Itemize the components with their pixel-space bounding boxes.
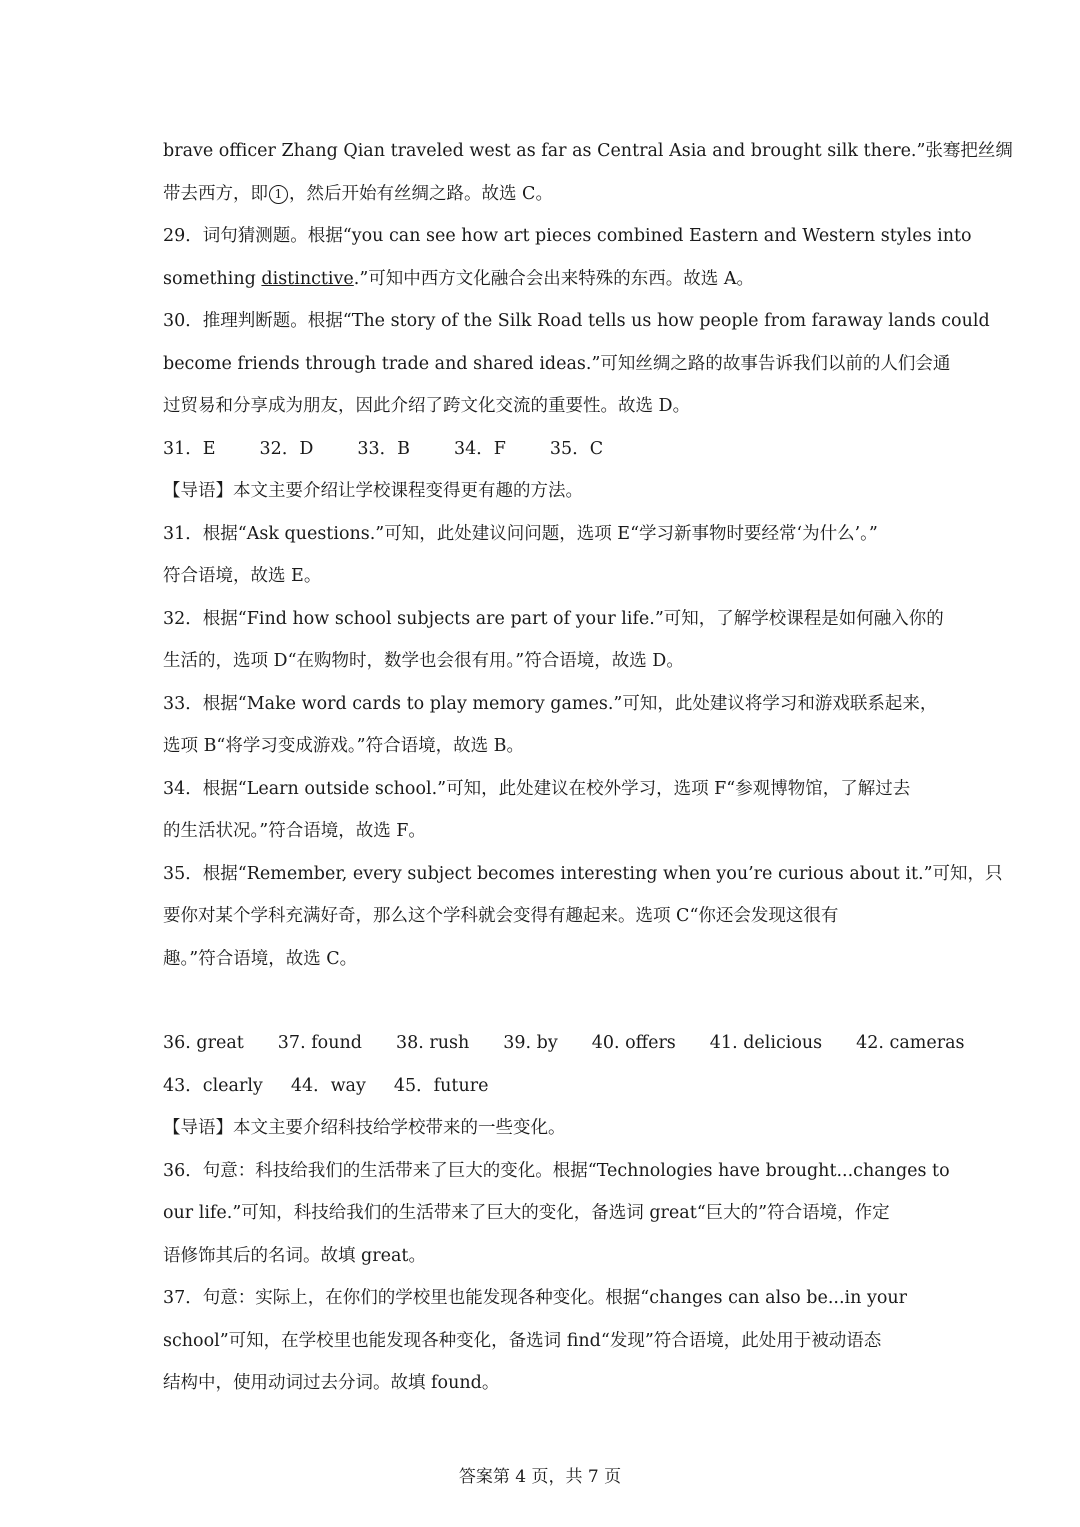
spacer (163, 980, 918, 1022)
answer-item: 38. rush (395, 1033, 470, 1053)
answer-key-36-42 (163, 1022, 965, 1065)
text-line: 【导语】本文主要介绍科技给学校带来的一些变化。 (163, 1118, 566, 1138)
text-line: 语修饰其后的名词。故填 great。 (163, 1245, 426, 1266)
answer-key-43-45 (163, 1065, 918, 1108)
text-line: 30．推理判断题。根据“The story of the Silk Road tells us how people from faraway lands could (163, 311, 990, 331)
text-line: our life.”可知，科技给我们的生活带来了巨大的变化，备选词 great“巨大的”符合语境，作定 (163, 1203, 890, 1223)
text-line: 生活的，选项 D“在购物时，数学也会很有用。”符合语境，故选 D。 (163, 651, 684, 671)
answer-item: 44．way (290, 1075, 366, 1096)
text-segment: .”可知中西方文化融合会出来特殊的东西。故选 A。 (353, 268, 754, 289)
answer-item: 36. great (163, 1033, 244, 1053)
text-line (163, 258, 918, 301)
text-line: 32．根据“Find how school subjects are part of your life.”可知，了解学校课程是如何融入你的 (163, 608, 944, 629)
answer-item: 31．E (163, 438, 216, 459)
answer-key-31-35 (163, 428, 918, 471)
text-line: 符合语境，故选 E。 (163, 566, 322, 586)
answer-item: 42. cameras (856, 1033, 965, 1053)
answer-item: 39. by (503, 1033, 558, 1053)
answer-item: 37. found (277, 1033, 362, 1053)
text-line: 选项 B“将学习变成游戏。”符合语境，故选 B。 (163, 736, 524, 756)
text-line: 31．根据“Ask questions.”可知，此处建议问问题，选项 E“学习新事物时要经常‘为什么’。” (163, 523, 878, 544)
answer-item: 35．C (549, 438, 604, 459)
text-line: 要你对某个学科充满好奇，那么这个学科就会变得有趣起来。选项 C“你还会发现这很有 (163, 906, 839, 926)
answer-item: 41. delicious (709, 1033, 823, 1053)
text-line: 29．词句猜测题。根据“you can see how art pieces combined Eastern and Western styles into (163, 226, 972, 246)
answer-item: 33．B (357, 438, 410, 459)
circled-number: 1 (269, 185, 288, 204)
text-line: 趣。”符合语境，故选 C。 (163, 948, 358, 969)
page-footer: 答案第 4 页，共 7 页 (458, 1467, 622, 1487)
text-line: 36．句意：科技给我们的生活带来了巨大的变化。根据“Technologies have brought...changes to (163, 1160, 950, 1181)
text-segment: something (163, 268, 262, 289)
answer-item: 34．F (454, 438, 506, 459)
answer-item: 45．future (393, 1075, 489, 1096)
text-line: 过贸易和分享成为朋友，因此介绍了跨文化交流的重要性。故选 D。 (163, 396, 691, 416)
text-segment: ，然后开始有丝绸之路。故选 C。 (289, 183, 553, 204)
text-line: 34．根据“Learn outside school.”可知，此处建议在校外学习，选项 F“参观博物馆，了解过去 (163, 778, 911, 799)
text-line: 结构中，使用动词过去分词。故填 found。 (163, 1373, 500, 1393)
text-line: 的生活状况。”符合语境，故选 F。 (163, 821, 426, 841)
answer-item: 40. offers (591, 1033, 676, 1053)
text-line: 33．根据“Make word cards to play memory games.”可知，此处建议将学习和游戏联系起来， (163, 693, 938, 714)
text-line (163, 173, 918, 216)
text-segment: 带去西方，即 (163, 183, 268, 204)
underlined-word: distinctive (261, 268, 354, 289)
answer-item: 32．D (259, 438, 314, 459)
text-line: 35．根据“Remember, every subject becomes interesting when you’re curious about it.”可知，只 (163, 863, 1003, 884)
text-line: become friends through trade and shared ideas.”可知丝绸之路的故事告诉我们以前的人们会通 (163, 353, 951, 374)
text-line: 【导语】本文主要介绍让学校课程变得更有趣的方法。 (163, 481, 583, 501)
text-line: 37．句意：实际上，在你们的学校里也能发现各种变化。根据“changes can also be...in your (163, 1288, 908, 1308)
text-line: school”可知，在学校里也能发现各种变化，备选词 find“发现”符合语境，此处用于被动语态 (163, 1330, 882, 1351)
text-line: brave officer Zhang Qian traveled west as far as Central Asia and brought silk there.”张骞把丝绸 (163, 141, 1013, 161)
answer-item: 43．clearly (163, 1075, 263, 1096)
answer-content (163, 130, 1013, 1405)
